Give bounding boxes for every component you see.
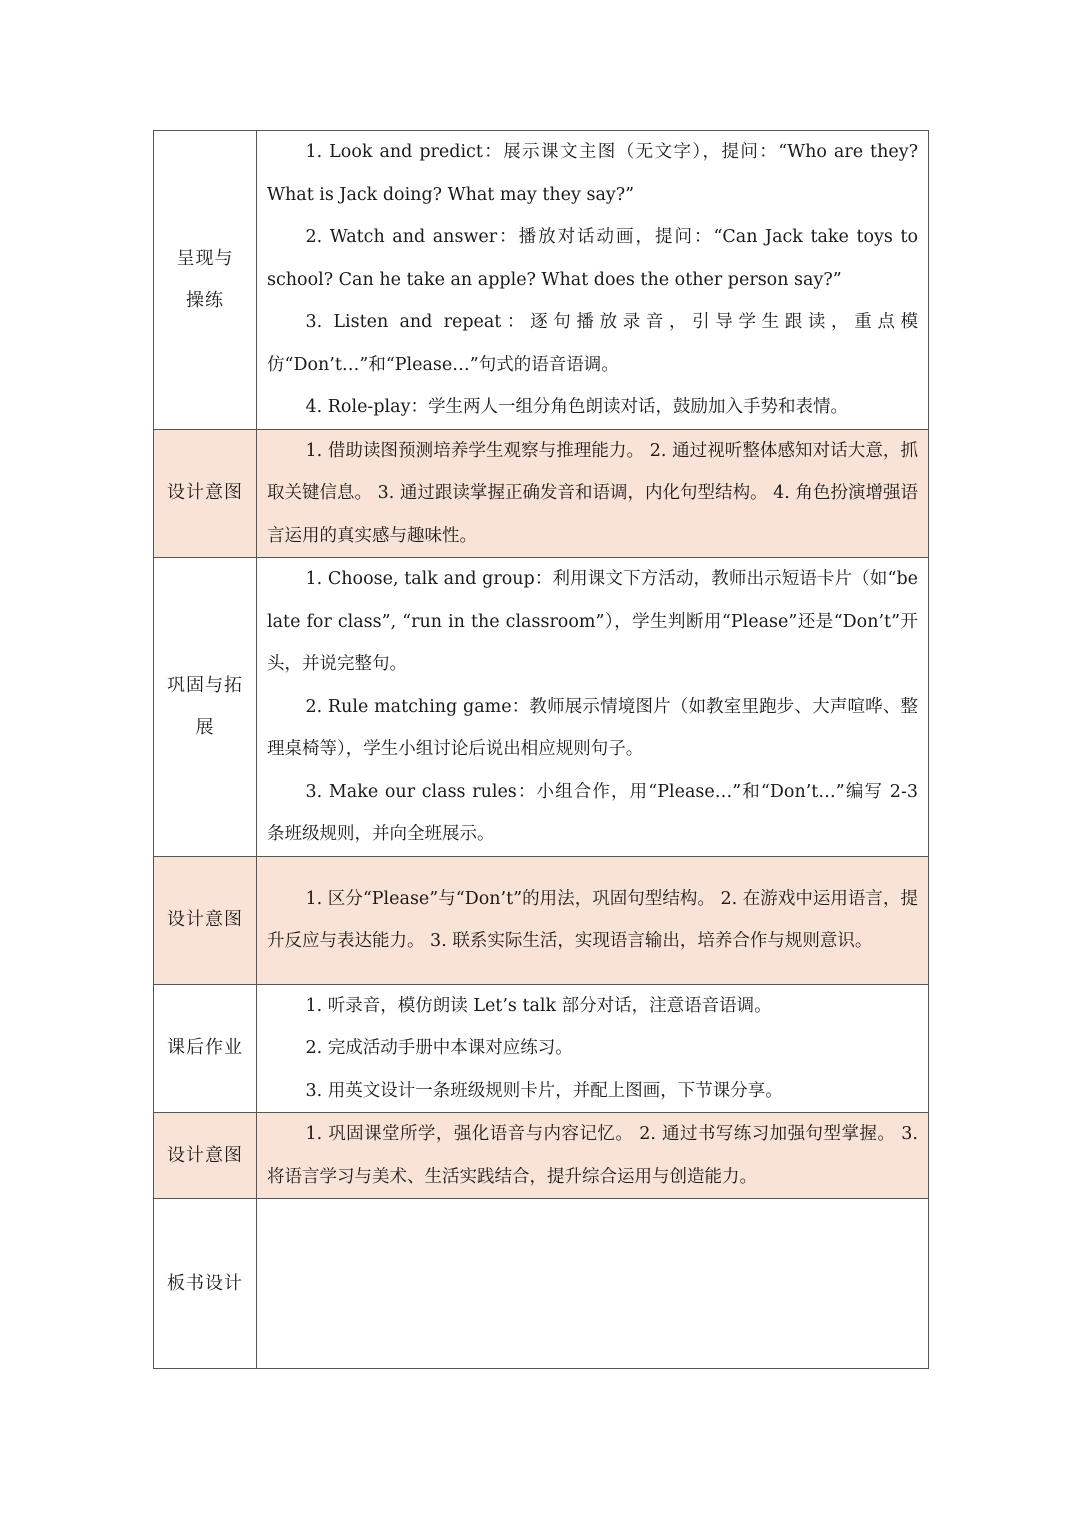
activity-item: 2. Rule matching game：教师展示情境图片（如教室里跑步、大声喧哗、整理桌椅等），学生小组讨论后说出相应规则句子。: [267, 696, 918, 759]
row-label-line: 巩固与拓: [167, 674, 243, 696]
row-label: [154, 131, 257, 430]
row-label: [154, 856, 257, 984]
row-content: [257, 558, 929, 857]
row-label-line: 课后作业: [167, 1037, 243, 1059]
activity-item: 1. Look and predict：展示课文主图（无文字），提问：“Who are they? What is Jack doing? What may they say?”: [267, 142, 918, 205]
row-design-intent: [154, 1113, 929, 1199]
row-label-line: 设计意图: [167, 1144, 243, 1166]
row-label-line: 设计意图: [167, 482, 243, 504]
activity-item: 4. Role-play：学生两人一组分角色朗读对话，鼓励加入手势和表情。: [305, 397, 848, 417]
homework-item: 3. 用英文设计一条班级规则卡片，并配上图画，下节课分享。: [305, 1080, 783, 1101]
row-label: [154, 1199, 257, 1369]
row-content: [257, 856, 929, 984]
activity-item: 3. Listen and repeat：逐句播放录音，引导学生跟读，重点模仿“Don’t…”和“Please…”句式的语音语调。: [267, 312, 918, 375]
row-content: [257, 131, 929, 430]
row-board-design: [154, 1199, 929, 1369]
row-content: [257, 429, 929, 558]
row-label: [154, 984, 257, 1113]
activity-item: 2. Watch and answer：播放对话动画，提问：“Can Jack take toys to school? Can he take an apple? What does the other person say?”: [267, 227, 918, 290]
row-consolidation-extension: [154, 558, 929, 857]
row-content: [257, 984, 929, 1113]
row-presentation-practice: [154, 131, 929, 430]
row-content: [257, 1113, 929, 1199]
activity-item: 3. Make our class rules：小组合作，用“Please…”和“Don’t…”编写 2-3 条班级规则，并向全班展示。: [267, 781, 918, 844]
homework-item: 1. 听录音，模仿朗读 Let’s talk 部分对话，注意语音语调。: [305, 995, 772, 1016]
design-intent-text: 1. 借助读图预测培养学生观察与推理能力。 2. 通过视听整体感知对话大意，抓取关键信息。 3. 通过跟读掌握正确发音和语调，内化句型结构。 4. 角色扮演增强语言运用的真实感与趣味性。: [267, 440, 918, 546]
row-label: [154, 429, 257, 558]
row-homework: [154, 984, 929, 1113]
row-label-line: 呈现与: [176, 247, 234, 269]
design-intent-text: 1. 巩固课堂所学，强化语音与内容记忆。 2. 通过书写练习加强句型掌握。 3. 将语言学习与美术、生活实践结合，提升综合运用与创造能力。: [267, 1124, 918, 1187]
row-label: [154, 558, 257, 857]
homework-item: 2. 完成活动手册中本课对应练习。: [305, 1038, 573, 1058]
row-label-line: 操练: [186, 289, 224, 311]
row-design-intent: [154, 429, 929, 558]
row-label-line: 板书设计: [167, 1272, 243, 1294]
board-design-area: [257, 1199, 929, 1369]
row-design-intent: [154, 856, 929, 984]
row-label-line: 展: [195, 716, 215, 738]
lesson-plan-table: [153, 130, 929, 1369]
design-intent-text: 1. 区分“Please”与“Don’t”的用法，巩固句型结构。 2. 在游戏中运用语言，提升反应与表达能力。 3. 联系实际生活，实现语言输出，培养合作与规则意识。: [267, 888, 918, 951]
row-label: [154, 1113, 257, 1199]
activity-item: 1. Choose, talk and group：利用课文下方活动，教师出示短语卡片（如“be late for class”, “run in the classroom”），学生判断用“Please”还是“Don’t”开头，并说完整句。: [267, 569, 918, 674]
row-label-line: 设计意图: [167, 909, 243, 930]
